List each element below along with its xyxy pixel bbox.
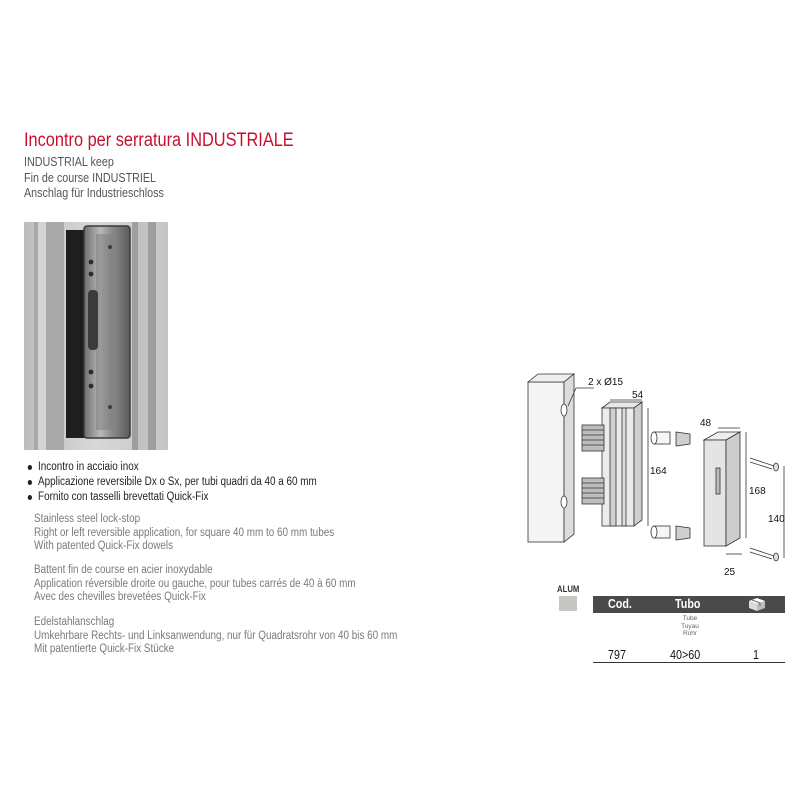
col-tube-header: Tubo	[675, 597, 701, 611]
product-photo	[24, 222, 168, 450]
feature-list	[26, 460, 317, 505]
lock-stop-body	[582, 402, 642, 526]
description-en	[34, 513, 334, 554]
finish-label: ALUM	[557, 584, 580, 594]
col-code-header: Cod.	[608, 597, 632, 611]
bullet-text: Applicazione reversibile Dx o Sx, per tubi quadri da 40 a 60 mm	[38, 476, 317, 488]
holes-label: 2 x Ø15	[588, 377, 624, 388]
text-line: Rohr	[682, 630, 698, 637]
subtitle-en: INDUSTRIAL keep	[24, 155, 114, 169]
bullet-icon	[28, 495, 32, 500]
description-fr	[34, 564, 356, 605]
bullet-text: Fornito con tasselli brevettati Quick-Fix	[38, 491, 209, 503]
description-de	[34, 616, 397, 657]
text-line: Tuyau	[681, 622, 699, 630]
finish-swatch	[559, 596, 577, 611]
text-line: Umkehrbare Rechts- und Linksanwendung, nur für Quadratsrohr von 40 bis 60 mm	[34, 629, 398, 642]
list-item	[26, 475, 317, 490]
text-line: Mit patentierte Quick-Fix Stücke	[34, 643, 175, 655]
text-line: Avec des chevilles brevetées Quick-Fix	[34, 591, 206, 603]
text-line: Edelstahlanschlag	[34, 616, 115, 628]
list-item	[26, 490, 317, 505]
text-line: Stainless steel lock-stop	[34, 513, 141, 525]
cell-qty: 1	[753, 648, 759, 662]
technical-drawing	[520, 370, 795, 585]
text-line: Battent fin de course en acier inoxydable	[34, 564, 213, 576]
list-item	[26, 460, 317, 475]
tube-translations	[679, 615, 701, 638]
text-line: With patented Quick-Fix dowels	[34, 540, 174, 552]
dim-164: 164	[650, 466, 667, 477]
text-line: Tube	[682, 615, 698, 622]
dim-140: 140	[768, 514, 785, 525]
square-tube	[528, 374, 574, 542]
screws	[750, 458, 779, 561]
cell-code: 797	[608, 648, 626, 662]
table-row-divider	[593, 662, 785, 663]
page-title: Incontro per serratura INDUSTRIALE	[24, 130, 294, 151]
text-line: Application réversible droite ou gauche, pour tubes carrés de 40 à 60 mm	[34, 577, 356, 590]
bullet-icon	[28, 480, 32, 485]
subtitle-de: Anschlag für Industrieschloss	[24, 186, 164, 200]
bullet-icon	[28, 465, 32, 470]
subtitle-block	[24, 155, 164, 202]
bullet-text: Incontro in acciaio inox	[38, 461, 139, 473]
box-icon	[748, 597, 766, 612]
dim-168: 168	[749, 486, 766, 497]
lock-stop-cover	[704, 432, 740, 546]
dim-54: 54	[632, 390, 644, 401]
dim-25: 25	[724, 567, 736, 578]
subtitle-fr: Fin de course INDUSTRIEL	[24, 170, 157, 185]
text-line: Right or left reversible application, for square 40 mm to 60 mm tubes	[34, 526, 335, 539]
dim-48: 48	[700, 418, 712, 429]
cell-tube: 40>60	[670, 648, 701, 662]
quick-fix-dowels	[651, 432, 690, 540]
